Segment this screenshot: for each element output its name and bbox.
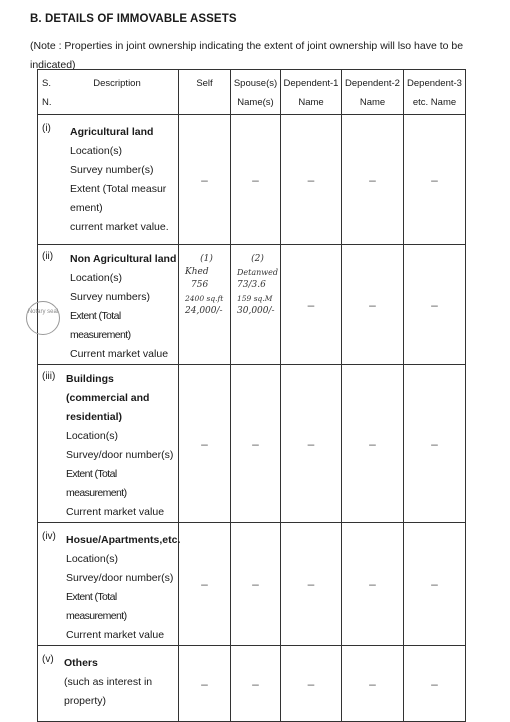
dependent-3-value: – <box>404 365 466 523</box>
hand-line: 30,000/- <box>237 306 275 316</box>
row-line: property) <box>64 695 107 707</box>
header-sn-top: S. <box>42 78 51 89</box>
dependent-3-value: – <box>404 523 466 646</box>
row-heading: Non Agricultural land <box>70 253 177 265</box>
note-text: (Note : Properties in joint ownership indicating the extent of joint ownership will lso have to be indicated) <box>30 40 464 71</box>
row-heading: Others <box>64 657 98 669</box>
hand-line: 24,000/- <box>185 306 223 316</box>
header-spouse-line2: Name(s) <box>237 97 274 108</box>
dependent-3-value: – <box>404 646 466 722</box>
hand-line: 756 <box>191 280 209 290</box>
header-dependent-3 <box>404 70 466 115</box>
row-number: (v) <box>42 654 54 665</box>
dependent-2-value: – <box>342 365 404 523</box>
header-sn-bottom: N. <box>42 97 52 108</box>
immovable-assets-table <box>27 69 466 722</box>
header-description: Description <box>93 78 141 89</box>
table-header-row <box>38 70 466 115</box>
notary-stamp: Notary seal <box>26 301 60 335</box>
row-number: (ii) <box>42 251 54 262</box>
row-line: Location(s) <box>70 145 122 157</box>
dependent-2-value: – <box>342 115 404 245</box>
header-spouse <box>231 70 281 115</box>
hand-line: Khed <box>185 267 209 277</box>
row-line: Location(s) <box>70 272 122 284</box>
table-row <box>38 245 466 365</box>
row-line: Extent (Total measur <box>70 183 167 195</box>
row-description <box>38 365 179 523</box>
row-line: (such as interest in <box>64 676 153 688</box>
row-line: Survey/door number(s) <box>66 572 174 584</box>
header-sn-description <box>38 70 179 115</box>
header-dependent-2 <box>342 70 404 115</box>
header-dep3-line2: etc. Name <box>412 97 457 108</box>
row-line: Current market value <box>66 506 165 518</box>
row-number: (iii) <box>42 371 56 382</box>
hand-line: Detanwed <box>237 268 278 277</box>
row-description <box>38 115 179 245</box>
row-line: ement) <box>70 202 103 214</box>
header-self-label: Self <box>196 78 213 89</box>
header-dep3-line1: Dependent-3 <box>407 78 462 89</box>
hand-line: 2400 sq.ft <box>185 294 224 303</box>
row-heading: Hosue/Apartments,etc. <box>66 534 181 546</box>
row-line: Current market value <box>66 629 165 641</box>
dependent-2-value: – <box>342 245 404 365</box>
self-value: – <box>179 115 231 245</box>
hand-line: (1) <box>200 254 213 264</box>
row-line: Survey numbers) <box>70 291 150 303</box>
table-row <box>38 646 466 722</box>
row-number: (i) <box>42 123 51 134</box>
header-self <box>179 70 231 115</box>
dependent-1-value: – <box>281 115 342 245</box>
table-row <box>38 115 466 245</box>
row-line: Location(s) <box>66 430 118 442</box>
hand-line: 159 sq.M <box>237 294 273 303</box>
row-line: Extent (Total measurement) <box>70 310 131 341</box>
section-title: B. DETAILS OF IMMOVABLE ASSETS <box>30 13 237 25</box>
row-line: Extent (Total measurement) <box>66 468 127 499</box>
header-dep1-line1: Dependent-1 <box>283 78 339 89</box>
row-line: Survey/door number(s) <box>66 449 174 461</box>
self-value: – <box>179 523 231 646</box>
self-value: – <box>179 365 231 523</box>
row-description <box>27 245 179 365</box>
hand-line: (2) <box>251 254 264 264</box>
row-line: Current market value <box>70 348 169 360</box>
hand-line: 73/3.6 <box>237 280 266 290</box>
spouse-value: – <box>231 115 281 245</box>
dependent-2-value: – <box>342 523 404 646</box>
row-description <box>38 523 179 646</box>
row-number: (iv) <box>42 531 56 542</box>
spouse-handwritten-value <box>231 245 281 365</box>
dependent-1-value: – <box>281 365 342 523</box>
spouse-value: – <box>231 646 281 722</box>
row-line: current market value. <box>70 221 169 233</box>
spouse-value: – <box>231 523 281 646</box>
dependent-2-value: – <box>342 646 404 722</box>
self-value: – <box>179 646 231 722</box>
header-spouse-line1: Spouse(s) <box>233 78 278 89</box>
row-heading: Agricultural land <box>70 126 154 138</box>
row-description <box>38 646 179 722</box>
row-heading: Buildings (commercial and residential) <box>66 373 150 423</box>
header-dep2-line2: Name <box>359 97 386 108</box>
table-row <box>38 365 466 523</box>
dependent-3-value: – <box>404 115 466 245</box>
table-row <box>38 523 466 646</box>
header-dependent-1 <box>281 70 342 115</box>
dependent-3-value: – <box>404 245 466 365</box>
header-dep2-line1: Dependent-2 <box>345 78 400 89</box>
dependent-1-value: – <box>281 646 342 722</box>
header-dep1-line2: Name <box>298 97 324 108</box>
row-line: Survey number(s) <box>70 164 154 176</box>
row-line: Extent (Total measurement) <box>66 591 127 622</box>
spouse-value: – <box>231 365 281 523</box>
dependent-1-value: – <box>281 523 342 646</box>
self-handwritten-value <box>179 245 231 365</box>
dependent-1-value: – <box>281 245 342 365</box>
row-line: Location(s) <box>66 553 118 565</box>
